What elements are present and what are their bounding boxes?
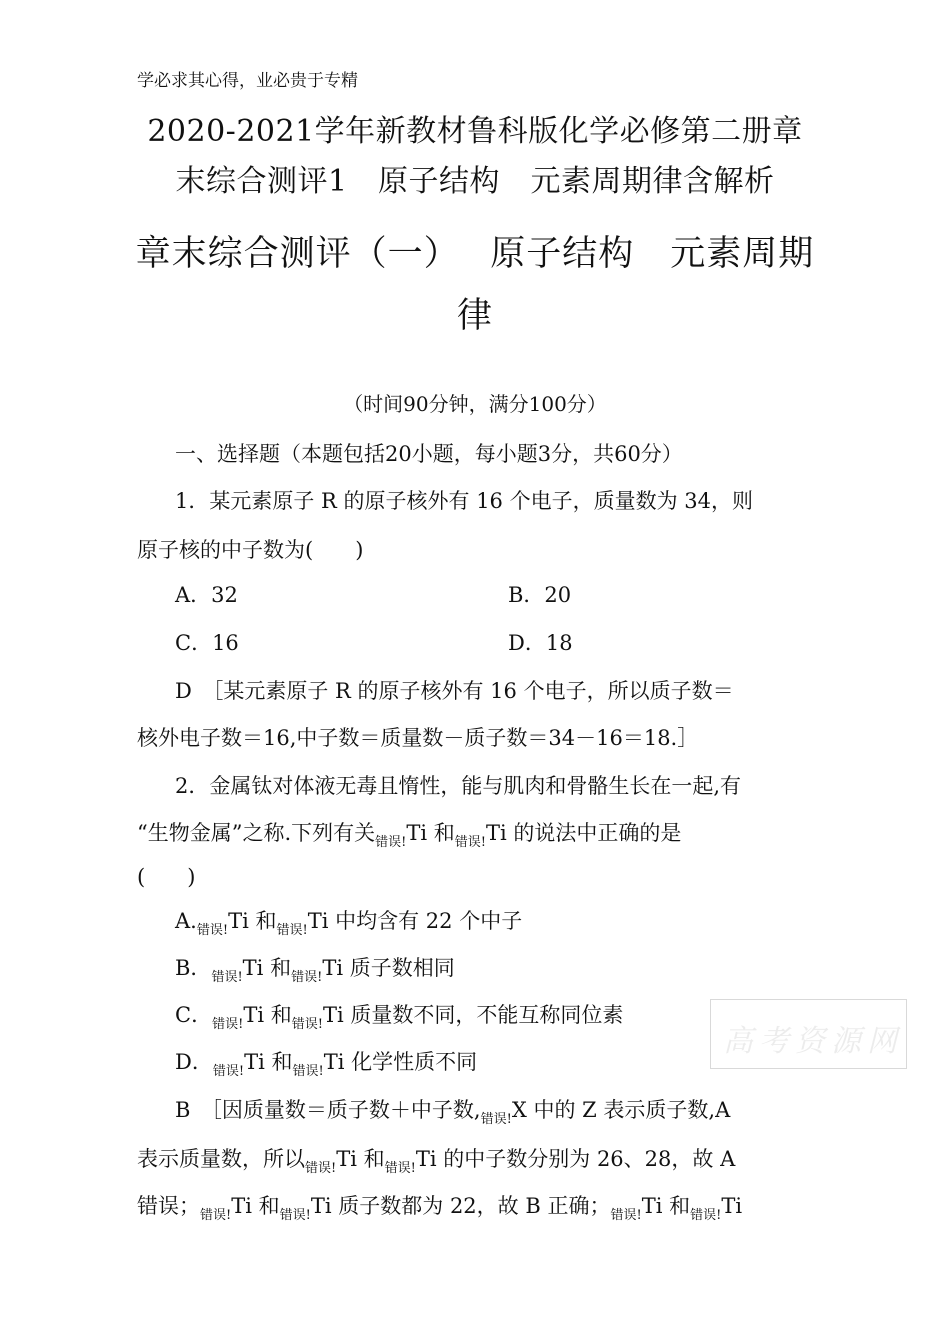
answer-text: 表示质量数，所以	[137, 1147, 305, 1171]
error-ref: 错误!	[196, 923, 229, 938]
doc-title-line-2: 末综合测评1 原子结构 元素周期律含解析	[175, 164, 775, 199]
q2-stem-text-b: Ti 和	[406, 821, 455, 845]
answer-text: X 中的 Z 表示质子数,A	[511, 1098, 731, 1122]
watermark-logo	[710, 999, 907, 1069]
q2-answer-line-1	[175, 1094, 731, 1127]
option-letter: D．	[175, 1050, 213, 1074]
answer-text: Ti 和	[231, 1194, 280, 1218]
error-ref: 错误!	[279, 1208, 311, 1223]
q2-stem-text-a: “生物金属”之称.下列有关	[137, 821, 376, 845]
q1-answer-line-2: 核外电子数＝16,中子数＝质量数－质子数＝34－16＝18.］	[137, 726, 699, 750]
error-ref: 错误!	[454, 835, 487, 850]
q1-answer-line-1: D ［某元素原子 R 的原子核外有 16 个电子，所以质子数＝	[175, 679, 734, 703]
answer-text: Ti 质子数都为 22，故 B 正确；	[310, 1194, 611, 1218]
doc-title-line-1: 2020-2021学年新教材鲁科版化学必修第二册章	[147, 114, 803, 149]
option-letter: B．	[175, 956, 212, 980]
error-ref: 错误!	[276, 923, 308, 938]
error-ref: 错误!	[200, 1208, 232, 1223]
q2-stem-line-2	[137, 817, 682, 850]
q2-option-d	[175, 1046, 478, 1079]
error-ref: 错误!	[291, 970, 323, 985]
watermark-text: 高考资源网	[723, 1024, 903, 1059]
answer-text: Ti 和	[336, 1147, 385, 1171]
q2-answer-line-2	[137, 1143, 736, 1176]
q2-option-a	[175, 905, 523, 938]
chapter-heading-line-2: 律	[456, 296, 493, 336]
option-text: Ti 和	[228, 909, 277, 933]
q2-answer-line-3	[137, 1190, 743, 1223]
q1-option-c: C．16	[175, 631, 239, 655]
error-ref: 错误!	[375, 835, 407, 850]
error-ref: 错误!	[212, 1064, 245, 1079]
q1-option-a: A．32	[175, 583, 238, 607]
answer-text: Ti	[721, 1194, 743, 1218]
error-ref: 错误!	[291, 1017, 323, 1032]
error-ref: 错误!	[384, 1161, 416, 1176]
option-text: Ti 中均含有 22 个中子	[307, 909, 523, 933]
option-letter: A.	[175, 909, 197, 933]
option-text: Ti 质量数不同，不能互称同位素	[322, 1003, 624, 1027]
option-text: Ti 质子数相同	[322, 956, 455, 980]
answer-text: Ti 和	[641, 1194, 691, 1218]
error-ref: 错误!	[212, 1017, 244, 1032]
q1-stem-line-1: 1．某元素原子 R 的原子核外有 16 个电子，质量数为 34，则	[175, 489, 753, 513]
error-ref: 错误!	[690, 1208, 722, 1223]
option-text: Ti 和	[243, 1003, 292, 1027]
error-ref: 错误!	[610, 1208, 642, 1223]
q2-stem-line-3: ( )	[137, 865, 196, 889]
q1-option-d: D．18	[508, 631, 573, 655]
error-ref: 错误!	[305, 1161, 337, 1176]
error-ref: 错误!	[292, 1064, 324, 1079]
chapter-heading-line-1: 章末综合测评（一） 原子结构 元素周期	[135, 234, 815, 274]
answer-text: Ti 的中子数分别为 26、28，故 A	[415, 1147, 736, 1171]
error-ref: 错误!	[480, 1112, 512, 1127]
q2-option-c	[175, 999, 624, 1032]
section-heading: 一、选择题（本题包括20小题，每小题3分，共60分）	[175, 442, 683, 466]
error-ref: 错误!	[211, 970, 243, 985]
option-letter: C．	[175, 1003, 213, 1027]
option-text: Ti 和	[244, 1050, 293, 1074]
option-text: Ti 和	[242, 956, 292, 980]
q2-stem-text-c: Ti 的说法中正确的是	[486, 821, 682, 845]
time-note: （时间90分钟，满分100分）	[343, 392, 607, 416]
answer-text: 错误；	[137, 1194, 200, 1218]
q1-stem-line-2: 原子核的中子数为( )	[137, 538, 364, 562]
q1-option-b: B．20	[508, 583, 572, 607]
q2-option-b	[175, 952, 455, 985]
q2-stem-line-1: 2．金属钛对体液无毒且惰性，能与肌肉和骨骼生长在一起,有	[175, 774, 742, 798]
motto: 学必求其心得，业必贵于专精	[137, 71, 358, 91]
answer-text: B ［因质量数＝质子数＋中子数,	[175, 1098, 481, 1122]
option-text: Ti 化学性质不同	[323, 1050, 478, 1074]
